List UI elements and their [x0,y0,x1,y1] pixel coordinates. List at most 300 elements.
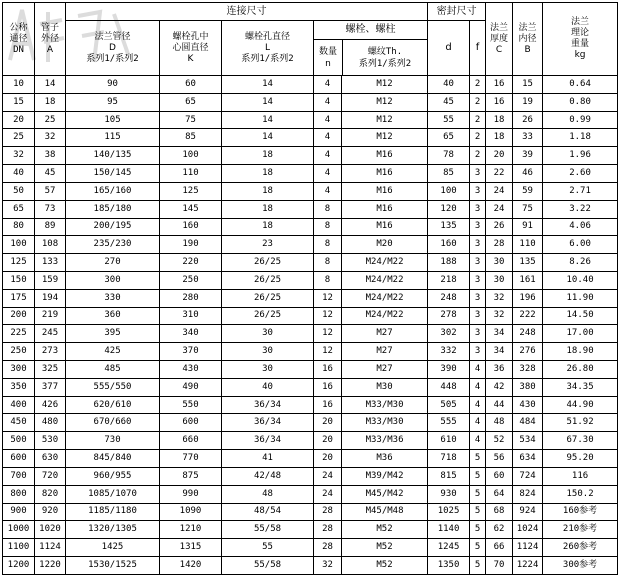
cell-bolt-count: 8 [314,254,342,272]
cell-weight: 2.71 [543,182,618,200]
cell-flange-diameter: 395 [66,325,160,343]
cell-seal-f: 4 [470,378,486,396]
cell-dn: 175 [3,289,35,307]
cell-dn: 125 [3,254,35,272]
cell-bolt-hole: 18 [222,165,314,183]
cell-seal-d: 448 [428,378,470,396]
cell-flange-diameter: 730 [66,432,160,450]
cell-seal-f: 3 [470,289,486,307]
cell-thread: M24/M22 [342,271,428,289]
cell-weight: 34.35 [543,378,618,396]
cell-seal-f: 5 [470,521,486,539]
cell-weight: 11.90 [543,289,618,307]
cell-pipe-od: 25 [35,111,66,129]
table-row [3,556,618,574]
cell-flange-bore: 222 [513,307,543,325]
cell-bolt-hole: 48 [222,485,314,503]
cell-seal-f: 2 [470,93,486,111]
cell-seal-d: 1350 [428,556,470,574]
cell-pipe-od: 45 [35,165,66,183]
cell-flange-thickness: 56 [486,450,513,468]
cell-thread: M12 [342,129,428,147]
cell-bolt-circle: 1090 [160,503,222,521]
header-dn: 公称 通径 DN [3,3,35,76]
cell-thread: M52 [342,521,428,539]
cell-bolt-circle: 75 [160,111,222,129]
table-row [3,361,618,379]
cell-flange-diameter: 330 [66,289,160,307]
cell-flange-thickness: 26 [486,218,513,236]
table-row [3,93,618,111]
cell-weight: 14.50 [543,307,618,325]
table-row [3,76,618,94]
cell-weight: 4.06 [543,218,618,236]
header-flange-bore: 法兰 内径 B [513,3,543,76]
cell-bolt-circle: 430 [160,361,222,379]
cell-flange-diameter: 95 [66,93,160,111]
cell-seal-d: 332 [428,343,470,361]
cell-bolt-count: 12 [314,325,342,343]
cell-bolt-count: 4 [314,111,342,129]
cell-seal-f: 5 [470,485,486,503]
table-row [3,200,618,218]
cell-bolt-hole: 18 [222,200,314,218]
cell-pipe-od: 480 [35,414,66,432]
cell-thread: M33/M36 [342,432,428,450]
cell-bolt-circle: 1210 [160,521,222,539]
cell-bolt-circle: 250 [160,271,222,289]
cell-seal-d: 160 [428,236,470,254]
cell-dn: 450 [3,414,35,432]
cell-dn: 200 [3,307,35,325]
cell-weight: 300参考 [543,556,618,574]
cell-pipe-od: 1124 [35,539,66,557]
cell-dn: 400 [3,396,35,414]
cell-bolt-circle: 220 [160,254,222,272]
cell-seal-f: 2 [470,129,486,147]
cell-bolt-circle: 990 [160,485,222,503]
cell-bolt-circle: 190 [160,236,222,254]
cell-weight: 116 [543,467,618,485]
cell-dn: 350 [3,378,35,396]
cell-dn: 50 [3,182,35,200]
cell-seal-f: 4 [470,361,486,379]
cell-pipe-od: 630 [35,450,66,468]
table-row [3,271,618,289]
cell-bolt-hole: 26/25 [222,254,314,272]
header-bolts-block [314,21,428,76]
cell-thread: M24/M22 [342,307,428,325]
cell-flange-diameter: 115 [66,129,160,147]
table-row [3,343,618,361]
cell-flange-diameter: 105 [66,111,160,129]
cell-seal-f: 2 [470,111,486,129]
cell-bolt-circle: 85 [160,129,222,147]
cell-weight: 160参考 [543,503,618,521]
cell-flange-diameter: 960/955 [66,467,160,485]
cell-pipe-od: 18 [35,93,66,111]
cell-flange-diameter: 360 [66,307,160,325]
cell-seal-f: 3 [470,236,486,254]
cell-thread: M52 [342,539,428,557]
cell-dn: 15 [3,93,35,111]
cell-flange-thickness: 24 [486,182,513,200]
cell-flange-bore: 1224 [513,556,543,574]
cell-weight: 8.26 [543,254,618,272]
cell-flange-diameter: 90 [66,76,160,94]
cell-bolt-count: 4 [314,182,342,200]
cell-seal-d: 218 [428,271,470,289]
cell-bolt-circle: 340 [160,325,222,343]
header-seal-f: f [470,21,486,76]
cell-seal-d: 815 [428,467,470,485]
cell-seal-d: 135 [428,218,470,236]
cell-bolt-circle: 550 [160,396,222,414]
cell-flange-thickness: 64 [486,485,513,503]
cell-thread: M33/M30 [342,396,428,414]
header-flange-diameter: 法兰管径 D 系列1/系列2 [66,21,160,76]
cell-bolt-count: 8 [314,200,342,218]
cell-dn: 500 [3,432,35,450]
flange-dimension-table [2,2,618,575]
cell-seal-f: 2 [470,147,486,165]
header-thread: 螺纹Th. 系列1/系列2 [358,46,412,69]
table-row [3,325,618,343]
table-row [3,432,618,450]
cell-bolt-hole: 26/25 [222,289,314,307]
cell-thread: M20 [342,236,428,254]
cell-bolt-count: 28 [314,521,342,539]
cell-weight: 51.92 [543,414,618,432]
cell-flange-thickness: 48 [486,414,513,432]
table-row [3,289,618,307]
cell-flange-bore: 110 [513,236,543,254]
cell-dn: 250 [3,343,35,361]
cell-flange-bore: 328 [513,361,543,379]
cell-thread: M12 [342,76,428,94]
cell-thread: M33/M30 [342,414,428,432]
cell-thread: M16 [342,165,428,183]
cell-dn: 80 [3,218,35,236]
cell-seal-d: 610 [428,432,470,450]
cell-bolt-count: 4 [314,76,342,94]
header-pipe-od: 管子 外径 A [35,3,66,76]
cell-flange-thickness: 44 [486,396,513,414]
cell-weight: 67.30 [543,432,618,450]
cell-bolt-count: 32 [314,556,342,574]
cell-weight: 6.00 [543,236,618,254]
cell-seal-f: 3 [470,307,486,325]
cell-bolt-hole: 14 [222,111,314,129]
cell-weight: 95.20 [543,450,618,468]
cell-flange-thickness: 52 [486,432,513,450]
cell-flange-diameter: 555/550 [66,378,160,396]
cell-pipe-od: 273 [35,343,66,361]
cell-flange-diameter: 270 [66,254,160,272]
cell-seal-f: 3 [470,200,486,218]
cell-flange-thickness: 66 [486,539,513,557]
cell-bolt-hole: 26/25 [222,307,314,325]
table-row [3,182,618,200]
cell-seal-d: 505 [428,396,470,414]
cell-flange-diameter: 300 [66,271,160,289]
cell-pipe-od: 1020 [35,521,66,539]
cell-bolt-circle: 875 [160,467,222,485]
cell-dn: 150 [3,271,35,289]
cell-flange-thickness: 68 [486,503,513,521]
cell-seal-d: 302 [428,325,470,343]
cell-pipe-od: 426 [35,396,66,414]
cell-flange-diameter: 1530/1525 [66,556,160,574]
cell-seal-d: 930 [428,485,470,503]
cell-seal-f: 5 [470,467,486,485]
cell-flange-bore: 91 [513,218,543,236]
cell-bolt-hole: 30 [222,361,314,379]
header-bolt-hole: 螺栓孔直径 L 系列1/系列2 [222,21,314,76]
cell-weight: 1.18 [543,129,618,147]
header-seal-d: d [428,21,470,76]
cell-flange-thickness: 24 [486,200,513,218]
table-body [3,76,618,575]
cell-thread: M16 [342,182,428,200]
cell-bolt-count: 16 [314,378,342,396]
cell-flange-thickness: 32 [486,289,513,307]
cell-flange-bore: 33 [513,129,543,147]
cell-weight: 44.90 [543,396,618,414]
cell-bolt-hole: 18 [222,147,314,165]
header-weight: 法兰 理论 重量 kg [543,3,618,76]
cell-dn: 65 [3,200,35,218]
cell-bolt-count: 12 [314,343,342,361]
cell-seal-f: 5 [470,450,486,468]
cell-thread: M45/M42 [342,485,428,503]
cell-seal-f: 5 [470,503,486,521]
cell-bolt-hole: 26/25 [222,271,314,289]
cell-weight: 210参考 [543,521,618,539]
cell-dn: 1100 [3,539,35,557]
cell-flange-thickness: 60 [486,467,513,485]
cell-weight: 260参考 [543,539,618,557]
cell-weight: 18.90 [543,343,618,361]
cell-weight: 0.80 [543,93,618,111]
cell-weight: 17.00 [543,325,618,343]
cell-bolt-hole: 55/58 [222,521,314,539]
table-row [3,147,618,165]
cell-flange-diameter: 235/230 [66,236,160,254]
cell-flange-bore: 924 [513,503,543,521]
cell-dn: 32 [3,147,35,165]
cell-flange-bore: 26 [513,111,543,129]
cell-bolt-circle: 770 [160,450,222,468]
cell-flange-thickness: 32 [486,307,513,325]
cell-thread: M12 [342,111,428,129]
cell-seal-f: 3 [470,325,486,343]
cell-seal-d: 78 [428,147,470,165]
table-row [3,396,618,414]
cell-flange-bore: 59 [513,182,543,200]
cell-flange-thickness: 20 [486,147,513,165]
cell-flange-bore: 39 [513,147,543,165]
header-seal-group: 密封尺寸 [428,3,486,21]
cell-bolt-count: 16 [314,361,342,379]
cell-flange-diameter: 1085/1070 [66,485,160,503]
cell-flange-diameter: 485 [66,361,160,379]
cell-seal-d: 248 [428,289,470,307]
cell-bolt-circle: 160 [160,218,222,236]
cell-bolt-hole: 30 [222,325,314,343]
table-row [3,467,618,485]
header-bolts-group: 螺栓、螺柱 [314,21,427,40]
cell-thread: M12 [342,93,428,111]
cell-seal-d: 278 [428,307,470,325]
cell-bolt-count: 28 [314,503,342,521]
cell-flange-bore: 534 [513,432,543,450]
cell-bolt-circle: 370 [160,343,222,361]
cell-pipe-od: 245 [35,325,66,343]
cell-thread: M39/M42 [342,467,428,485]
cell-bolt-circle: 110 [160,165,222,183]
cell-seal-d: 120 [428,200,470,218]
cell-seal-f: 4 [470,396,486,414]
table-row [3,485,618,503]
cell-seal-f: 3 [470,182,486,200]
table-row [3,539,618,557]
cell-thread: M30 [342,378,428,396]
cell-flange-thickness: 36 [486,361,513,379]
cell-seal-f: 3 [470,218,486,236]
table-row [3,307,618,325]
cell-bolt-count: 12 [314,289,342,307]
cell-flange-bore: 161 [513,271,543,289]
cell-seal-d: 1140 [428,521,470,539]
cell-bolt-count: 28 [314,539,342,557]
cell-seal-d: 718 [428,450,470,468]
cell-thread: M24/M22 [342,254,428,272]
cell-bolt-hole: 55 [222,539,314,557]
cell-flange-bore: 19 [513,93,543,111]
cell-seal-d: 85 [428,165,470,183]
cell-flange-thickness: 70 [486,556,513,574]
cell-bolt-circle: 490 [160,378,222,396]
cell-bolt-hole: 36/34 [222,396,314,414]
cell-bolt-hole: 30 [222,343,314,361]
cell-pipe-od: 73 [35,200,66,218]
cell-pipe-od: 89 [35,218,66,236]
cell-flange-thickness: 42 [486,378,513,396]
cell-bolt-circle: 125 [160,182,222,200]
cell-bolt-count: 4 [314,147,342,165]
cell-seal-d: 40 [428,76,470,94]
cell-bolt-hole: 36/34 [222,414,314,432]
cell-thread: M16 [342,147,428,165]
cell-thread: M24/M22 [342,289,428,307]
cell-dn: 100 [3,236,35,254]
cell-flange-bore: 75 [513,200,543,218]
cell-bolt-circle: 65 [160,93,222,111]
cell-bolt-hole: 41 [222,450,314,468]
cell-seal-d: 1245 [428,539,470,557]
cell-bolt-count: 4 [314,93,342,111]
cell-bolt-count: 20 [314,432,342,450]
cell-bolt-count: 12 [314,307,342,325]
table-row [3,218,618,236]
cell-bolt-hole: 36/34 [222,432,314,450]
header-connection-group: 连接尺寸 [66,3,428,21]
cell-dn: 300 [3,361,35,379]
cell-flange-thickness: 30 [486,254,513,272]
cell-bolt-hole: 14 [222,93,314,111]
cell-thread: M27 [342,343,428,361]
table-row [3,378,618,396]
cell-dn: 25 [3,129,35,147]
cell-bolt-hole: 14 [222,129,314,147]
cell-bolt-hole: 48/54 [222,503,314,521]
cell-pipe-od: 108 [35,236,66,254]
cell-flange-diameter: 620/610 [66,396,160,414]
cell-flange-bore: 46 [513,165,543,183]
table-row [3,129,618,147]
cell-pipe-od: 194 [35,289,66,307]
cell-pipe-od: 32 [35,129,66,147]
cell-flange-thickness: 16 [486,76,513,94]
cell-dn: 600 [3,450,35,468]
cell-flange-thickness: 18 [486,111,513,129]
cell-bolt-circle: 1420 [160,556,222,574]
cell-thread: M27 [342,325,428,343]
cell-seal-f: 3 [470,165,486,183]
cell-seal-f: 4 [470,432,486,450]
table-row [3,236,618,254]
cell-flange-bore: 276 [513,343,543,361]
cell-weight: 150.2 [543,485,618,503]
cell-thread: M27 [342,361,428,379]
cell-bolt-count: 24 [314,467,342,485]
cell-pipe-od: 219 [35,307,66,325]
cell-flange-thickness: 18 [486,129,513,147]
cell-flange-bore: 430 [513,396,543,414]
cell-weight: 3.22 [543,200,618,218]
cell-flange-bore: 135 [513,254,543,272]
cell-bolt-circle: 1315 [160,539,222,557]
cell-weight: 10.40 [543,271,618,289]
cell-pipe-od: 38 [35,147,66,165]
cell-flange-bore: 248 [513,325,543,343]
cell-thread: M52 [342,556,428,574]
header-bolt-count: 数量 n [314,40,343,75]
cell-pipe-od: 530 [35,432,66,450]
cell-bolt-circle: 600 [160,414,222,432]
cell-bolt-hole: 14 [222,76,314,94]
cell-pipe-od: 133 [35,254,66,272]
cell-seal-d: 188 [428,254,470,272]
table-row [3,414,618,432]
cell-pipe-od: 820 [35,485,66,503]
cell-dn: 10 [3,76,35,94]
cell-flange-diameter: 140/135 [66,147,160,165]
cell-bolt-circle: 60 [160,76,222,94]
cell-flange-diameter: 1425 [66,539,160,557]
cell-seal-f: 5 [470,556,486,574]
cell-flange-bore: 484 [513,414,543,432]
cell-bolt-count: 20 [314,414,342,432]
cell-seal-d: 555 [428,414,470,432]
table-row [3,521,618,539]
cell-seal-d: 45 [428,93,470,111]
cell-bolt-hole: 55/58 [222,556,314,574]
cell-flange-thickness: 62 [486,521,513,539]
cell-dn: 800 [3,485,35,503]
cell-seal-f: 4 [470,414,486,432]
